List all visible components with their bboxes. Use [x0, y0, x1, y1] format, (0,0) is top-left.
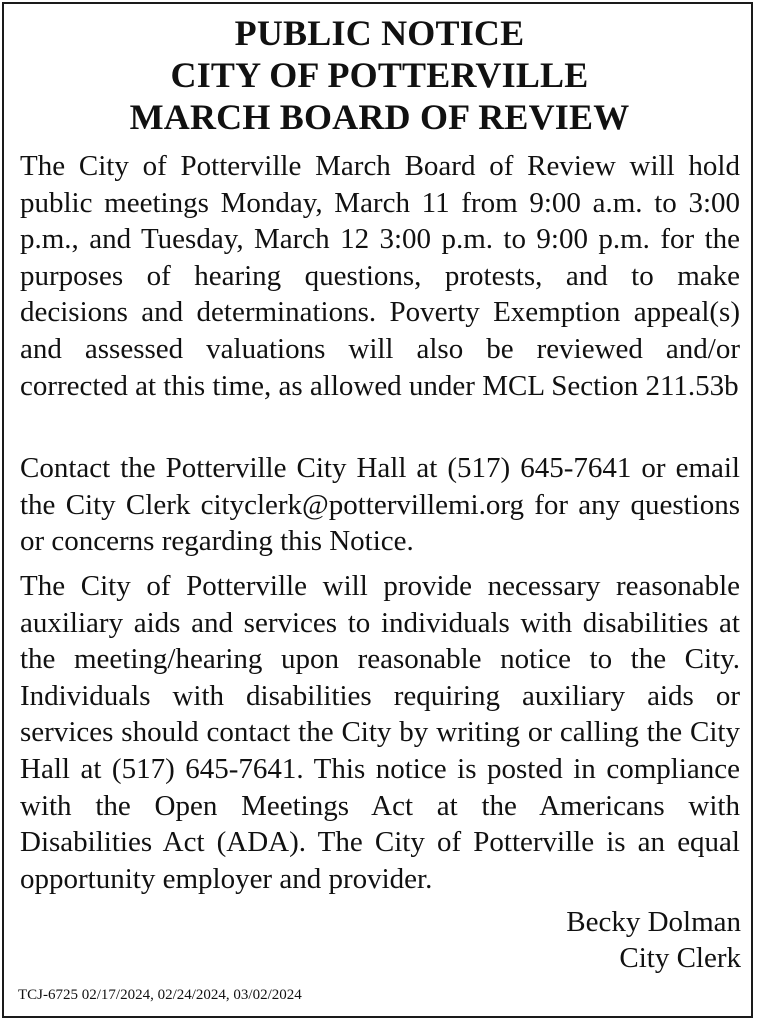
notice-heading [0, 12, 759, 138]
signature-title: City Clerk [619, 942, 741, 974]
heading-line-public-notice: PUBLIC NOTICE [234, 13, 525, 53]
publication-reference: TCJ-6725 02/17/2024, 02/24/2024, 03/02/2024 [18, 987, 302, 1003]
meetings-paragraph: The City of Potterville March Board of Review will hold public meetings Monday, March 11 from 9:00 a.m. to 3:00 p.m., and Tuesday, March 12 3:00 p.m. to 9:00 p.m. for the purposes of hearing questions, protests, and to make decisions and determinations. Poverty Exemption appeal(s) and assessed valuations will also be reviewed and/or corrected at this time, as allowed under MCL Section 211.53b [20, 150, 740, 402]
accessibility-paragraph: The City of Potterville will provide necessary reasonable auxiliary aids and services to individuals with disabilities at the meeting/hearing upon reasonable notice to the City. Individuals with disabilities requiring auxiliary aids or services should contact the City by writing or calling the City Hall at (517) 645-7641. This notice is posted in compliance with the Open Meetings Act at the Americans with Disabilities Act (ADA). The City of Potterville is an equal opportunity employer and provider. [20, 570, 740, 895]
signature-block [566, 904, 741, 976]
heading-line-board-of-review: MARCH BOARD OF REVIEW [129, 97, 630, 137]
contact-paragraph: Contact the Potterville City Hall at (517) 645-7641 or email the City Clerk cityclerk@pottervillemi.org for any questions or concerns regarding this Notice. [20, 452, 740, 558]
signature-name: Becky Dolman [566, 906, 741, 938]
heading-line-city: CITY OF POTTERVILLE [170, 55, 589, 95]
